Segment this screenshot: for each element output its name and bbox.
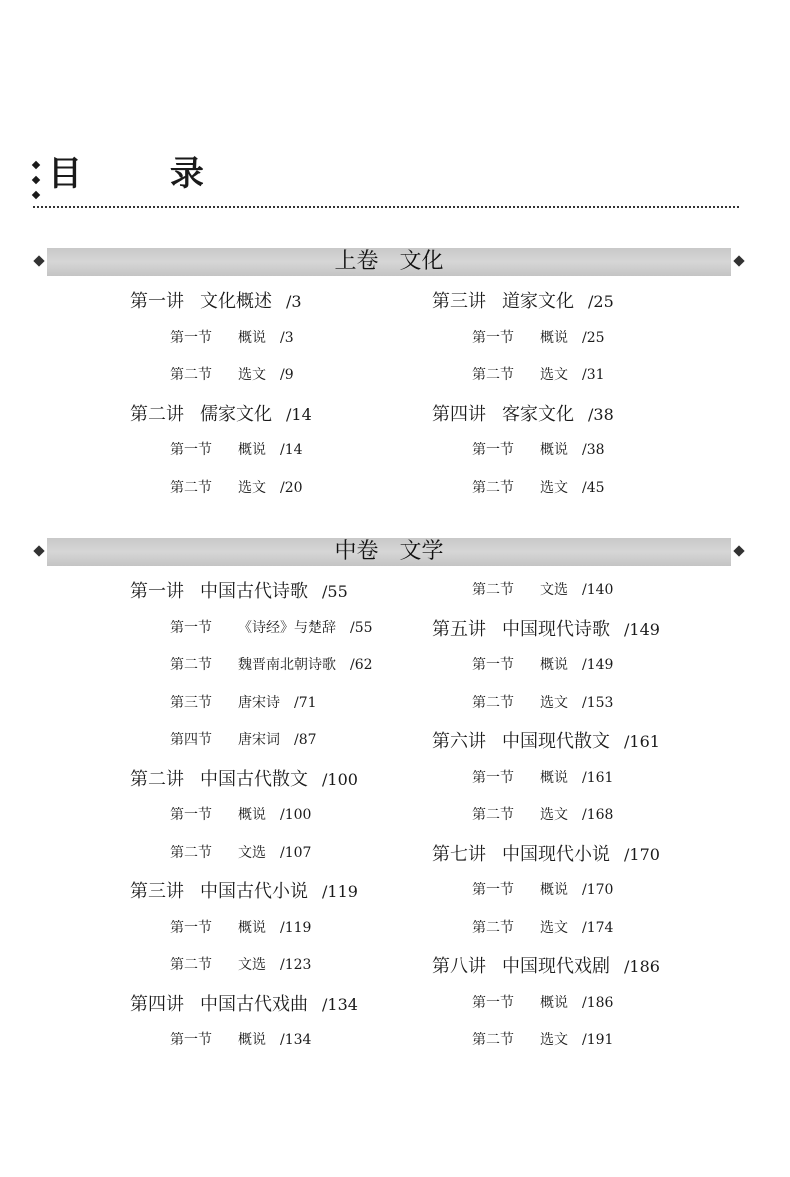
- entry-name: 儒家文化: [200, 404, 272, 425]
- toc-section-entry: [432, 993, 613, 1013]
- entry-page: /3: [280, 330, 294, 346]
- entry-num: 第二节: [170, 480, 212, 496]
- entry-name: 中国古代小说: [200, 881, 308, 902]
- entry-name: 概说: [540, 995, 568, 1011]
- entry-page: /31: [582, 367, 605, 383]
- entry-name: 客家文化: [502, 404, 574, 425]
- entry-page: /55: [350, 620, 373, 636]
- entry-name: 道家文化: [502, 291, 574, 312]
- entry-num: 第一节: [170, 330, 212, 346]
- entry-num: 第一节: [472, 330, 514, 346]
- entry-name: 文化概述: [200, 291, 272, 312]
- toc-section-entry: [432, 580, 613, 600]
- toc-lecture-entry: [432, 730, 660, 754]
- entry-name: 概说: [540, 657, 568, 673]
- entry-page: /25: [588, 292, 614, 311]
- toc-lecture-entry: [130, 580, 348, 604]
- entry-page: /119: [322, 882, 358, 901]
- toc-section-entry: [432, 805, 613, 825]
- entry-name: 选文: [540, 480, 568, 496]
- toc-section-entry: [432, 365, 605, 385]
- entry-page: /100: [322, 770, 358, 789]
- entry-name: 选文: [238, 480, 266, 496]
- title-ornament: [33, 162, 39, 198]
- entry-name: 选文: [540, 920, 568, 936]
- entry-num: 第四节: [170, 732, 212, 748]
- entry-num: 第四讲: [432, 404, 486, 425]
- entry-page: /100: [280, 807, 312, 823]
- entry-num: 第七讲: [432, 844, 486, 865]
- toc-section-entry: [130, 478, 303, 498]
- toc-section-entry: [432, 880, 613, 900]
- toc-section-entry: [432, 655, 613, 675]
- entry-num: 第二节: [472, 480, 514, 496]
- entry-name: 概说: [540, 770, 568, 786]
- entry-name: 选文: [238, 367, 266, 383]
- toc-lecture-entry: [432, 403, 614, 427]
- entry-page: /9: [280, 367, 294, 383]
- entry-page: /149: [582, 657, 614, 673]
- toc-section-entry: [130, 730, 317, 750]
- entry-name: 《诗经》与楚辞: [238, 620, 336, 636]
- toc-section-entry: [432, 1030, 613, 1050]
- toc-section-entry: [130, 843, 311, 863]
- toc-lecture-entry: [130, 993, 358, 1017]
- entry-page: /62: [350, 657, 373, 673]
- toc-lecture-entry: [130, 880, 358, 904]
- entry-name: 中国现代诗歌: [502, 619, 610, 640]
- entry-page: /161: [624, 732, 660, 751]
- entry-num: 第二节: [472, 920, 514, 936]
- entry-num: 第一节: [472, 882, 514, 898]
- entry-page: /134: [280, 1032, 312, 1048]
- entry-name: 中国现代戏剧: [502, 956, 610, 977]
- entry-num: 第三讲: [432, 291, 486, 312]
- toc-section-entry: [130, 655, 373, 675]
- toc-section-entry: [130, 805, 311, 825]
- toc-section-entry: [432, 478, 605, 498]
- page-title: 目 录: [48, 154, 242, 194]
- entry-num: 第一讲: [130, 291, 184, 312]
- toc-section-entry: [432, 693, 613, 713]
- toc-lecture-entry: [432, 618, 660, 642]
- entry-num: 第一节: [472, 442, 514, 458]
- entry-num: 第二节: [472, 695, 514, 711]
- entry-num: 第二讲: [130, 404, 184, 425]
- toc-lecture-entry: [130, 403, 312, 427]
- entry-page: /174: [582, 920, 614, 936]
- entry-num: 第二节: [472, 367, 514, 383]
- toc-section-entry: [130, 365, 294, 385]
- toc-section-entry: [130, 440, 303, 460]
- entry-num: 第一节: [170, 807, 212, 823]
- entry-name: 文选: [238, 957, 266, 973]
- entry-page: /107: [280, 845, 312, 861]
- volume-label: 上卷 文化: [334, 249, 444, 274]
- toc-section-entry: [432, 328, 605, 348]
- entry-page: /153: [582, 695, 614, 711]
- entry-page: /14: [280, 442, 303, 458]
- toc-lecture-entry: [432, 843, 660, 867]
- entry-num: 第一节: [170, 442, 212, 458]
- volume-label: 中卷 文学: [334, 539, 444, 564]
- entry-name: 唐宋词: [238, 732, 280, 748]
- title-divider: [33, 206, 739, 208]
- entry-name: 唐宋诗: [238, 695, 280, 711]
- entry-num: 第五讲: [432, 619, 486, 640]
- entry-page: /134: [322, 995, 358, 1014]
- entry-name: 概说: [238, 807, 266, 823]
- entry-page: /123: [280, 957, 312, 973]
- entry-num: 第一节: [472, 995, 514, 1011]
- toc-lecture-entry: [130, 290, 302, 314]
- entry-num: 第一讲: [130, 581, 184, 602]
- entry-page: /25: [582, 330, 605, 346]
- volume-banner-2: [33, 538, 745, 566]
- volume-banner-1: [33, 248, 745, 276]
- entry-num: 第二讲: [130, 769, 184, 790]
- toc-lecture-entry: [130, 768, 358, 792]
- toc-lecture-entry: [432, 290, 614, 314]
- entry-page: /87: [294, 732, 317, 748]
- entry-num: 第六讲: [432, 731, 486, 752]
- entry-page: /20: [280, 480, 303, 496]
- entry-name: 选文: [540, 1032, 568, 1048]
- entry-page: /140: [582, 582, 614, 598]
- entry-num: 第二节: [170, 657, 212, 673]
- entry-name: 中国古代诗歌: [200, 581, 308, 602]
- entry-name: 文选: [238, 845, 266, 861]
- entry-page: /45: [582, 480, 605, 496]
- toc-section-entry: [130, 918, 311, 938]
- entry-name: 概说: [238, 442, 266, 458]
- entry-name: 概说: [238, 330, 266, 346]
- entry-page: /170: [624, 845, 660, 864]
- entry-page: /161: [582, 770, 614, 786]
- toc-section-entry: [130, 618, 373, 638]
- entry-num: 第八讲: [432, 956, 486, 977]
- entry-num: 第二节: [472, 1032, 514, 1048]
- entry-page: /170: [582, 882, 614, 898]
- entry-name: 概说: [540, 882, 568, 898]
- entry-num: 第二节: [170, 845, 212, 861]
- entry-name: 概说: [238, 920, 266, 936]
- entry-num: 第一节: [472, 770, 514, 786]
- entry-num: 第一节: [170, 1032, 212, 1048]
- entry-name: 文选: [540, 582, 568, 598]
- entry-num: 第二节: [170, 367, 212, 383]
- toc-section-entry: [130, 1030, 311, 1050]
- entry-page: /14: [286, 405, 312, 424]
- entry-num: 第三讲: [130, 881, 184, 902]
- entry-name: 选文: [540, 807, 568, 823]
- entry-num: 第一节: [170, 920, 212, 936]
- toc-section-entry: [130, 328, 294, 348]
- entry-page: /3: [286, 292, 302, 311]
- entry-name: 中国古代散文: [200, 769, 308, 790]
- entry-name: 中国现代小说: [502, 844, 610, 865]
- toc-section-entry: [130, 693, 317, 713]
- entry-page: /168: [582, 807, 614, 823]
- entry-page: /71: [294, 695, 317, 711]
- entry-name: 概说: [238, 1032, 266, 1048]
- entry-page: /186: [582, 995, 614, 1011]
- entry-name: 概说: [540, 330, 568, 346]
- entry-page: /186: [624, 957, 660, 976]
- entry-page: /38: [582, 442, 605, 458]
- entry-page: /149: [624, 620, 660, 639]
- entry-name: 选文: [540, 367, 568, 383]
- entry-page: /38: [588, 405, 614, 424]
- entry-num: 第四讲: [130, 994, 184, 1015]
- entry-num: 第二节: [472, 807, 514, 823]
- toc-section-entry: [130, 955, 311, 975]
- entry-name: 选文: [540, 695, 568, 711]
- entry-num: 第二节: [472, 582, 514, 598]
- entry-name: 概说: [540, 442, 568, 458]
- entry-page: /55: [322, 582, 348, 601]
- entry-num: 第三节: [170, 695, 212, 711]
- toc-lecture-entry: [432, 955, 660, 979]
- toc-section-entry: [432, 918, 613, 938]
- entry-page: /119: [280, 920, 312, 936]
- entry-num: 第二节: [170, 957, 212, 973]
- entry-num: 第一节: [170, 620, 212, 636]
- toc-section-entry: [432, 440, 605, 460]
- entry-num: 第一节: [472, 657, 514, 673]
- toc-section-entry: [432, 768, 613, 788]
- entry-name: 中国古代戏曲: [200, 994, 308, 1015]
- entry-page: /191: [582, 1032, 614, 1048]
- entry-name: 中国现代散文: [502, 731, 610, 752]
- entry-name: 魏晋南北朝诗歌: [238, 657, 336, 673]
